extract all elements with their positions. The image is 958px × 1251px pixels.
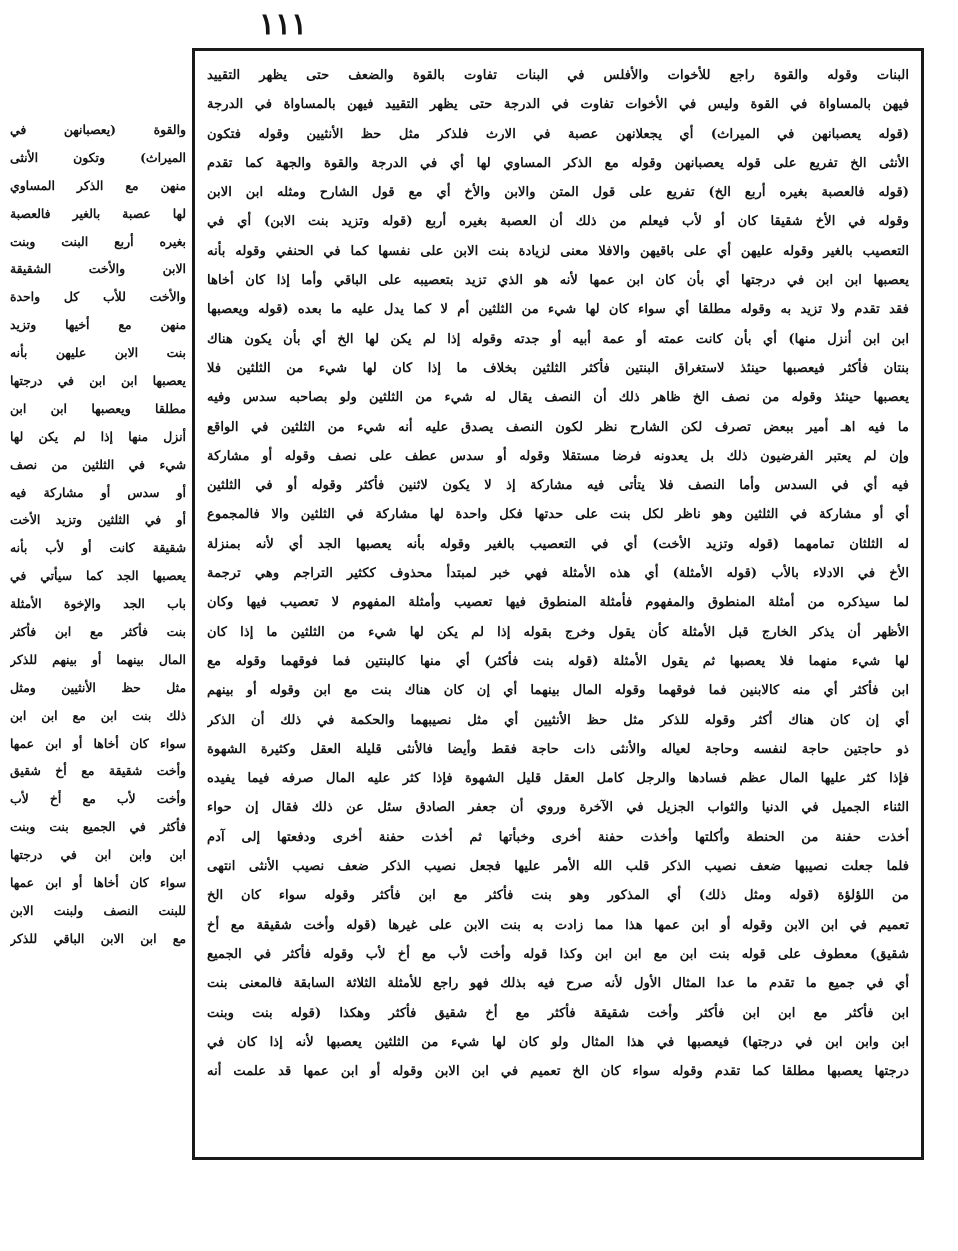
main-text-line: فإذا كثر عليها المال عظم فسادها والرجل كامل العقل قليل الشهوة فإذا كثر عليه المال صرفه فيما يفيده	[207, 771, 909, 787]
main-text-line: أي في جميع ما تقدم ما عدا المثال الأول لأنه صرح فيه بذلك فهو راجع للأمثلة الثلاثة السابقة فالمعنى بنت	[207, 976, 909, 992]
main-text-line: ابن ابن أنزل منها) أي بأن كانت عمته أو عمة أبيه أو جدته وقوله إذا لم يكن لها الخ أي بأن يكون هناك	[207, 331, 909, 347]
main-text-line: ابن فأكثر أي منه كالابنين فما فوقهما وقوله المال بينهما أي إن كان هناك بنت مع ابن وقوله أو بينهم	[207, 683, 909, 699]
margin-text-line: أو في الثلثين وتزيد الأخت	[10, 512, 186, 528]
main-text-line: البنات وقوله والقوة راجع للأخوات والأفلس في البنات تفاوت بالقوة والضعف حتى يظهر التقييد	[207, 68, 909, 83]
margin-text-line: والقوة (يعصبانهن في	[10, 122, 186, 137]
margin-text-line: ابن وابن ابن في درجتها	[10, 847, 186, 863]
main-text-line: (قوله يعصبانهن في الميراث) أي يجعلانهن عصبة في الارث فلذكر مثل حظ الأنثيين وقوله فتكون	[207, 126, 909, 142]
main-text-line: ابن وابن ابن في درجتها) فيعصبها في هذا المثال ولو كان لها شيء من الثلثين يعصبها لأنه إذا كان في	[207, 1034, 909, 1050]
margin-text-line: بنت فأكثر مع ابن فأكثر	[10, 624, 186, 640]
main-text-line: ابن فأكثر مع ابن ابن فأكثر وأخت شقيقة فأكثر مع أخ شقيق فأكثر وهكذا (قوله بنت وبنت	[207, 1005, 909, 1021]
margin-text-line: منهن مع الذكر المساوي	[10, 177, 186, 193]
margin-text-line: مثل حظ الأنثيين ومثل	[10, 679, 186, 695]
margin-text-line: فأكثر في الجميع بنت وبنت	[10, 819, 186, 835]
margin-text-line: وأخت شقيقة مع أخ شقيق	[10, 763, 186, 779]
margin-text-line: مع ابن الابن الباقي للذكر	[10, 930, 186, 946]
margin-text-line: لها عصبة بالغير فالعصبة	[10, 205, 186, 221]
main-text-line: وإن لم يعتبر الفرضيون ذلك بل يعدونه فرضا مستقلا وقوله أو سدس عطف على نصف وقوله أو مشاركة	[207, 448, 909, 464]
margin-text-line: مطلقا ويعصبها ابن ابن	[10, 400, 186, 416]
margin-text-line: سواء كان أخاها أو ابن عمها	[10, 875, 186, 891]
main-text-line: أي أو مشاركة في الثلثين وهو ناظر لكل بنت على حدتها فكل واحدة لها مشاركة في الثلثين والا فالمجموع	[207, 507, 909, 523]
main-text-line: يعصبها حينئذ وقوله من نصف الخ ظاهر ذلك أن النصف يقال له شيء من الثلثين ولو بصاحبه سدس وفيه	[207, 390, 909, 406]
margin-text-line: شيء في الثلثين من نصف	[10, 456, 186, 472]
main-text-line: وقوله في الأخ شقيقا كان أو لأب فيعلم من ذلك أن العصبة بغيره أربع (قوله وتزيد بنت الابن) أي في	[207, 214, 909, 230]
main-text-line: أخذت حفنة من الحنطة وأكلتها وأخذت حفنة أخرى وخبأتها ثم أخذت حفنة أخرى ودفعتها إلى آدم	[207, 829, 909, 845]
main-text-line: فيهن بالمساواة في القوة وليس في الأخوات تفاوت في الدرجة حتى يظهر التقييد فيهن بالمساواة في الدرجة	[207, 97, 909, 113]
margin-text-line: باب الجد والإخوة الأمثلة	[10, 596, 186, 612]
margin-text-line: شقيقة كانت أو لأب بأنه	[10, 540, 186, 556]
margin-text-line: للبنت النصف ولبنت الابن	[10, 902, 186, 918]
main-text-line: لها شيء منهما فلا يعصبها ثم يقول الأمثلة (قوله بنت فأكثر) أي منها كالبنتين فما فوقهما وقوله مع	[207, 653, 909, 669]
main-text-line: تعميم في ابن الابن وقوله أو ابن عمها هذا مما زادت به بنت الابن على غيرها (قوله وأخت شقيقة مع أخ	[207, 917, 909, 933]
main-text-line: ذو حاجتين حاجة لنفسه وحاجة لعياله والأنثى ذات حاجة فقط وأيضا فالأنثى قليلة العقل وكثيرة الشهوة	[207, 741, 909, 757]
main-text-line: (قوله فالعصبة بغيره أربع الخ) تفريع على قول المتن والابن والأخ أي مع قول الشارح ومثله ابن الابن	[207, 185, 909, 201]
page-number: ١١١	[258, 7, 308, 42]
margin-text-line: بنت الابن عليهن بأنه	[10, 345, 186, 361]
margin-text-line: أو سدس أو مشاركة فيه	[10, 484, 186, 500]
margin-commentary-column	[10, 116, 186, 1076]
main-text-line: الأنثى الخ تفريع على قوله يعصبانهن وقوله مع الذكر المساوي لها أي في الدرجة والقوة والجهة كما تقدم	[207, 155, 909, 171]
main-text-line: من اللؤلؤة (قوله ومثل ذلك) أي المذكور وهو بنت فأكثر مع ابن فأكثر وقوله سواء كان الخ	[207, 888, 909, 904]
main-text-line: يعصبها ابن ابن في درجتها أي بأن كان ابن عمها لأنه هو الذي تزيد بتعصيبه على الباقي وأما إذا كان أخاها	[207, 273, 909, 289]
margin-text-line: والأخت للأب كل واحدة	[10, 289, 186, 305]
margin-text-line: المال بينهما أو بينهم للذكر	[10, 651, 186, 667]
margin-text-line: يعصبها الجد كما سيأتي في	[10, 568, 186, 584]
main-text-line: الثناء الجميل في الدنيا والثواب الجزيل في الآخرة وروي أن جعفر الصادق سئل عن ذلك فقال إن حواء	[207, 800, 909, 816]
main-text-line: بنتان فأكثر فيعصبها حينئذ لاستغراق البنتين فأكثر الثلثين بخلاف ما إذا كان لها شيء من الثلثين فلا	[207, 360, 909, 376]
main-text-line: الأظهر أن يذكر الخارج قبل الأمثلة كأن يقول وخرج بقوله إذا لم يكن لها شيء من الثلثين ما إذا كان	[207, 624, 909, 640]
main-text-frame	[192, 48, 924, 1160]
main-text-line: درجتها يعصبها مطلقا كما تقدم وقوله سواء كان الخ تعميم في ابن الابن وقوله أو ابن عمها قد علمت أنه	[207, 1064, 909, 1080]
main-text-line: فلما جعلت نصيبها ضعف نصيب الذكر قلب الله الأمر عليها فجعل نصيب الذكر ضعف نصيب الأنثى انتهى	[207, 859, 909, 875]
main-text-line: أي إن كان هناك أكثر وقوله للذكر مثل حظ الأنثيين أي مثل نصيبهما والحكمة في ذلك أن الذكر	[207, 712, 909, 728]
main-text-line: شقيق) معطوف على قوله بنت ابن مع ابن ابن وكذا قوله وأخت لأب مع أخ لأب وقوله فأكثر في الجميع	[207, 946, 909, 962]
margin-text-line: ذلك بنت ابن مع ابن ابن	[10, 707, 186, 723]
main-text-line: التعصيب بالغير وقوله عليهن أي على باقيهن والافلا معنى لزيادة بنت الابن على نفسها كما في الحنفي وقوله بأنه	[207, 243, 909, 259]
margin-text-line: وأخت لأب مع أخ لأب	[10, 791, 186, 807]
margin-text-line: الابن والأخت الشقيقة	[10, 261, 186, 277]
main-text-line: ما فيه اهـ أمير ببعض تصرف لكن الشارح نظر لكون النصف يصدق عليه أنه شيء من الثلثين في الواقع	[207, 419, 909, 435]
main-text-line: فيه أي في السدس وأما النصف فلا يتأتى فيه مشاركة إذ لا يكون لاثنين فأكثر وقوله أو في الثلثين	[207, 478, 909, 494]
margin-text-line: يعصبها ابن ابن في درجتها	[10, 373, 186, 389]
margin-text-line: بغيره أربع البنت وبنت	[10, 233, 186, 249]
main-text-line: لما سيذكره من أمثلة المنطوق والمفهوم فأمثلة المنطوق فيها تعصيب وأمثلة المفهوم لا تعصيب فيها وكان	[207, 595, 909, 611]
margin-text-line: سواء كان أخاها أو ابن عمها	[10, 735, 186, 751]
main-text-line: فقد تقدم ولا تزيد به وقوله مطلقا أي سواء كان لها شيء من الثلثين أم لا كما يدل عليه ما بعده (قوله ويعصبها	[207, 302, 909, 318]
margin-text-line: منهن مع أخيها وتزيد	[10, 317, 186, 333]
main-text-line: الأخ في الادلاء بالأب (قوله الأمثلة) أي هذه الأمثلة فهي خبر لمبتدأ محذوف ككثير التراجم وهي ترجمة	[207, 566, 909, 582]
margin-text-line: الميراث) وتكون الأنثى	[10, 149, 186, 165]
margin-text-line: أنزل منها إذا لم يكن لها	[10, 428, 186, 444]
main-text-line: له الثلثان تمامهما (قوله وتزيد الأخت) أي في التعصيب بالغير وقوله بأنه يعصبها الجد أي لأنه بمنزلة	[207, 536, 909, 552]
